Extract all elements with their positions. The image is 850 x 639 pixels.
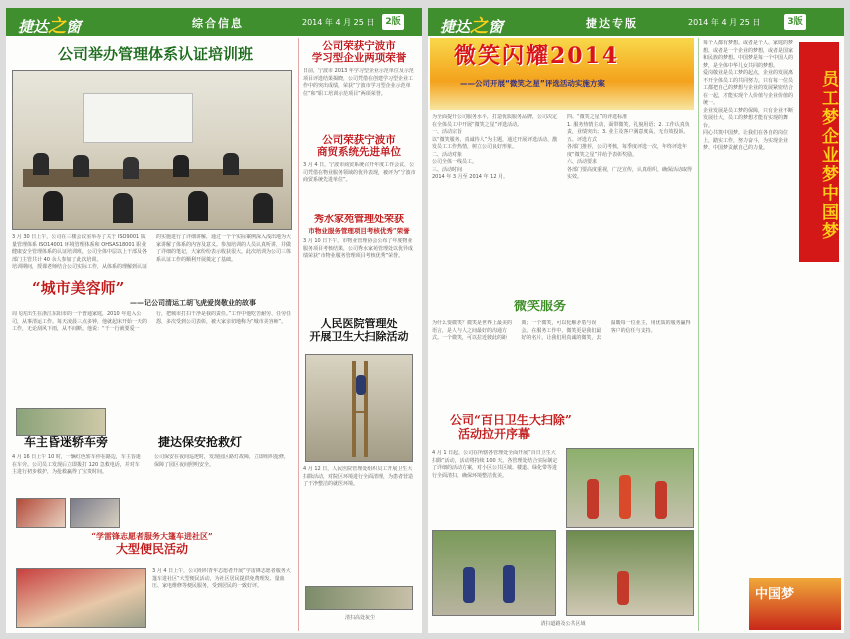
newspaper-page-left xyxy=(6,8,422,633)
smile-service-body: 为什么要微笑？微笑是世界上最美的语言，是人与人之间最好的沟通方式。一个微笑，可以拉近彼此的距离；一个微笑，可以化解矛盾与误会。在服务工作中，微笑更是我们最好的名片。让我们用真诚的微笑，去温暖每一位业主，用优质的服务赢得客户的信任与支持。 xyxy=(432,320,691,341)
beautician-photo xyxy=(16,408,106,436)
dream-body: 每个人都有梦想。或者是个人、家庭的梦想，或者是一个企业的梦想，或者是国家和民族的梦想。中国梦是每一个中国人的梦，是全体中华儿女共同的梦想。 爱岗敬业是员工梦的起点，企业的发展离不开全体员工的共同努力。只有每一位员工都把自己的梦想与企业的发展紧密结合在一起，才能实现个人价值与企业价值的统一。 企业发展是员工梦的保障，只有企业不断发展壮大，员工的梦想才能有实现的舞台。 同心共筑中国梦。让我们在各自的岗位上，踏实工作，努力奋斗，为实现企业梦、中国梦贡献自己的力量。 xyxy=(703,40,794,151)
volunteer-photo xyxy=(16,568,146,628)
article-title-driver: 车主昏迷轿车旁 xyxy=(24,436,109,449)
smile-plan-body: 为全面提升公司服务水平，打造优质服务品牌，公司决定在全体员工中开展“微笑之星”评选活动。 一、活动宗旨 以“微笑服务、真诚待人”为主题，通过开展评选活动，激发员工工作热情，树立公司良好形象。 二、活动对象 公司全体一线员工。 三、活动时间 2014 年 3 月至 2014 年 12 月。 四、“微笑之星”的评选标准 1. 服务热情主动，面带微笑，礼貌用语；2. 工作认真负责，业绩突出；3. 业主及客户满意度高，无有效投诉。 五、评选方式 各部门推荐，公司考核，每季度评选一次，年终评选年度“微笑之星”并给予表彰奖励。 六、活动要求 各部门要高度重视，广泛宣传，认真组织，确保活动取得实效。 xyxy=(432,114,693,180)
issue-date: 2014 年 4 月 25 日 xyxy=(302,18,375,27)
article-title-xiushui: 秀水家苑管理处荣获 市物业服务管理项目考核优秀”荣誉 xyxy=(308,214,410,235)
smile-banner xyxy=(430,38,694,110)
section-name: 捷达专版 xyxy=(586,17,638,30)
article-body-hospital: 4 月 12 日，人民医院管理处组织员工开展卫生大扫除活动，对院区环境进行全面清理，为患者营造了干净整洁的就医环境。 xyxy=(303,466,414,487)
dream-column xyxy=(698,38,842,631)
article-title-commerce: 公司荣获宁波市 商贸系统先进单位 xyxy=(317,134,401,159)
driver-photo-2 xyxy=(70,498,120,528)
banner-title: 微笑闪耀2014 xyxy=(454,43,620,69)
article-body-commerce: 3 月 4 日，宁波市商贸系统召开年度工作会议，公司凭借在物业服务领域的优异表现，被评为“宁波市商贸系统先进单位”。 xyxy=(303,162,416,183)
article-body-training: 3 月 30 日上午，公司在三楼会议室举办了关于 ISO9001 质量管理体系 ISO14001 环境管理体系和 OHSAS18001 职业健康安全管理体系的认证培训班，公司全体中层以上干部及各部门主管共计 40 余人参加了此次培训。 培训期间，授课老师结合公司实际工作，从体系的理解到认证的实施进行了详细讲解，通过一个个实际案例深入浅出地为大家讲解了体系的内容及意义。参加培训的人员认真听讲，并做了详细的笔记，大家纷纷表示收获很大。此次培训为公司三体系认证工作的顺利开展奠定了基础。 xyxy=(12,234,292,270)
newspaper-logo: 捷达之窗 xyxy=(18,16,82,37)
article-title-guard: 捷达保安抢救灯 xyxy=(158,436,243,449)
article-body-learning: 日前，宁波市 2013 年学习型企业示范单位及示范项目评选结果揭晓，公司凭借在创建学习型企业工作中的突出成绩，荣获“宁波市学习型企业示范单位”和“职工培训示范项目”两项荣誉。 xyxy=(303,68,414,97)
article-subtitle-beautician: ——记公司清运工胡飞虎爱岗敬业的故事 xyxy=(130,299,256,307)
dream-vertical-title: 员工梦企业梦中国梦 xyxy=(799,42,839,262)
sidebar-column xyxy=(298,38,420,631)
article-title-volunteer: “学雷锋志愿者服务大篷车进社区” 大型便民活动 xyxy=(91,532,213,557)
newspaper-logo: 捷达之窗 xyxy=(440,16,504,37)
article-body-xiushui: 3 月 10 日下午，市物业管理协会公布了年度物业服务项目考核结果，公司秀水家苑管理处以优异成绩荣获“市物业服务管理项目考核优秀”荣誉。 xyxy=(303,238,414,259)
hospital-photo-caption: 清扫高处灰尘 xyxy=(344,615,375,621)
page-number: 3版 xyxy=(784,14,806,30)
cleanup-title: 公司“百日卫生大扫除” 活动拉开序幕 xyxy=(450,414,572,441)
cleanup-photo-caption: 清扫道路及公共区域 xyxy=(540,621,586,627)
smile-service-title: 微笑服务 xyxy=(514,300,567,314)
article-body-volunteer: 3 月 4 日上午，公司组织青年志愿者开展“学雷锋志愿者服务大篷车进社区”大型便民活动，为社区居民提供免费理发、量血压、家电维修等便民服务，受到居民的一致好评。 xyxy=(152,568,291,589)
article-title-beautician: “城市美容师” xyxy=(32,280,125,297)
page-number: 2版 xyxy=(382,14,404,30)
article-body-beautician: 周飞虎出生在浙江东阳市的一个普通家庭，2010 年进入公司，从事清运工作。每天凌晨三点多钟，他就起床开始一天的工作，无论刮风下雨，从不间断。他说：“干一行就要爱一行，把城市打扫干净是我的责任。”工作中他吃苦耐劳、任劳任怨，多次受到公司表彰，被大家亲切地称为“城市美容师”。 xyxy=(12,311,292,332)
cleanup-photo-3 xyxy=(566,530,694,616)
issue-date: 2014 年 4 月 25 日 xyxy=(688,18,761,27)
hospital-photo xyxy=(305,354,413,462)
driver-photo-1 xyxy=(16,498,66,528)
section-name: 综合信息 xyxy=(192,17,244,30)
article-body-guard: 公司保安在夜间巡逻时，发现园区路灯故障，立即组织抢修，保障了园区夜间照明安全。 xyxy=(154,454,290,468)
cleanup-photo-1 xyxy=(566,448,694,528)
page-header-bar xyxy=(428,8,844,36)
china-dream-artwork: 中国梦 xyxy=(749,578,841,630)
banner-subtitle: ——公司开展“微笑之星”评选活动实施方案 xyxy=(460,79,605,88)
cleanup-photo-2 xyxy=(432,530,556,616)
article-title-training: 公司举办管理体系认证培训班 xyxy=(58,46,254,63)
hospital-photo-2 xyxy=(305,586,413,610)
cleanup-body: 4 月 1 日起，公司在所辖各管理处全面开展“百日卫生大扫除”活动，活动将持续 100 天。各管理处结合实际制定了详细的活动方案，对小区公共区域、楼道、绿化带等进行全面清扫，确保环境整洁优美。 xyxy=(432,450,558,479)
training-photo xyxy=(12,70,292,230)
newspaper-page-right xyxy=(428,8,844,633)
article-body-driver: 4 月 16 日上午 10 时，一辆红色轿车停在路边，车主昏迷在车旁。公司员工发现后立即拨打 120 急救电话，并对车主进行初步救护，为抢救赢得了宝贵时间。 xyxy=(12,454,141,475)
article-title-learning: 公司荣获宁波市 学习型企业两项荣誉 xyxy=(311,40,407,65)
article-title-hospital: 人民医院管理处 开展卫生大扫除活动 xyxy=(309,318,409,343)
page-header-bar xyxy=(6,8,422,36)
